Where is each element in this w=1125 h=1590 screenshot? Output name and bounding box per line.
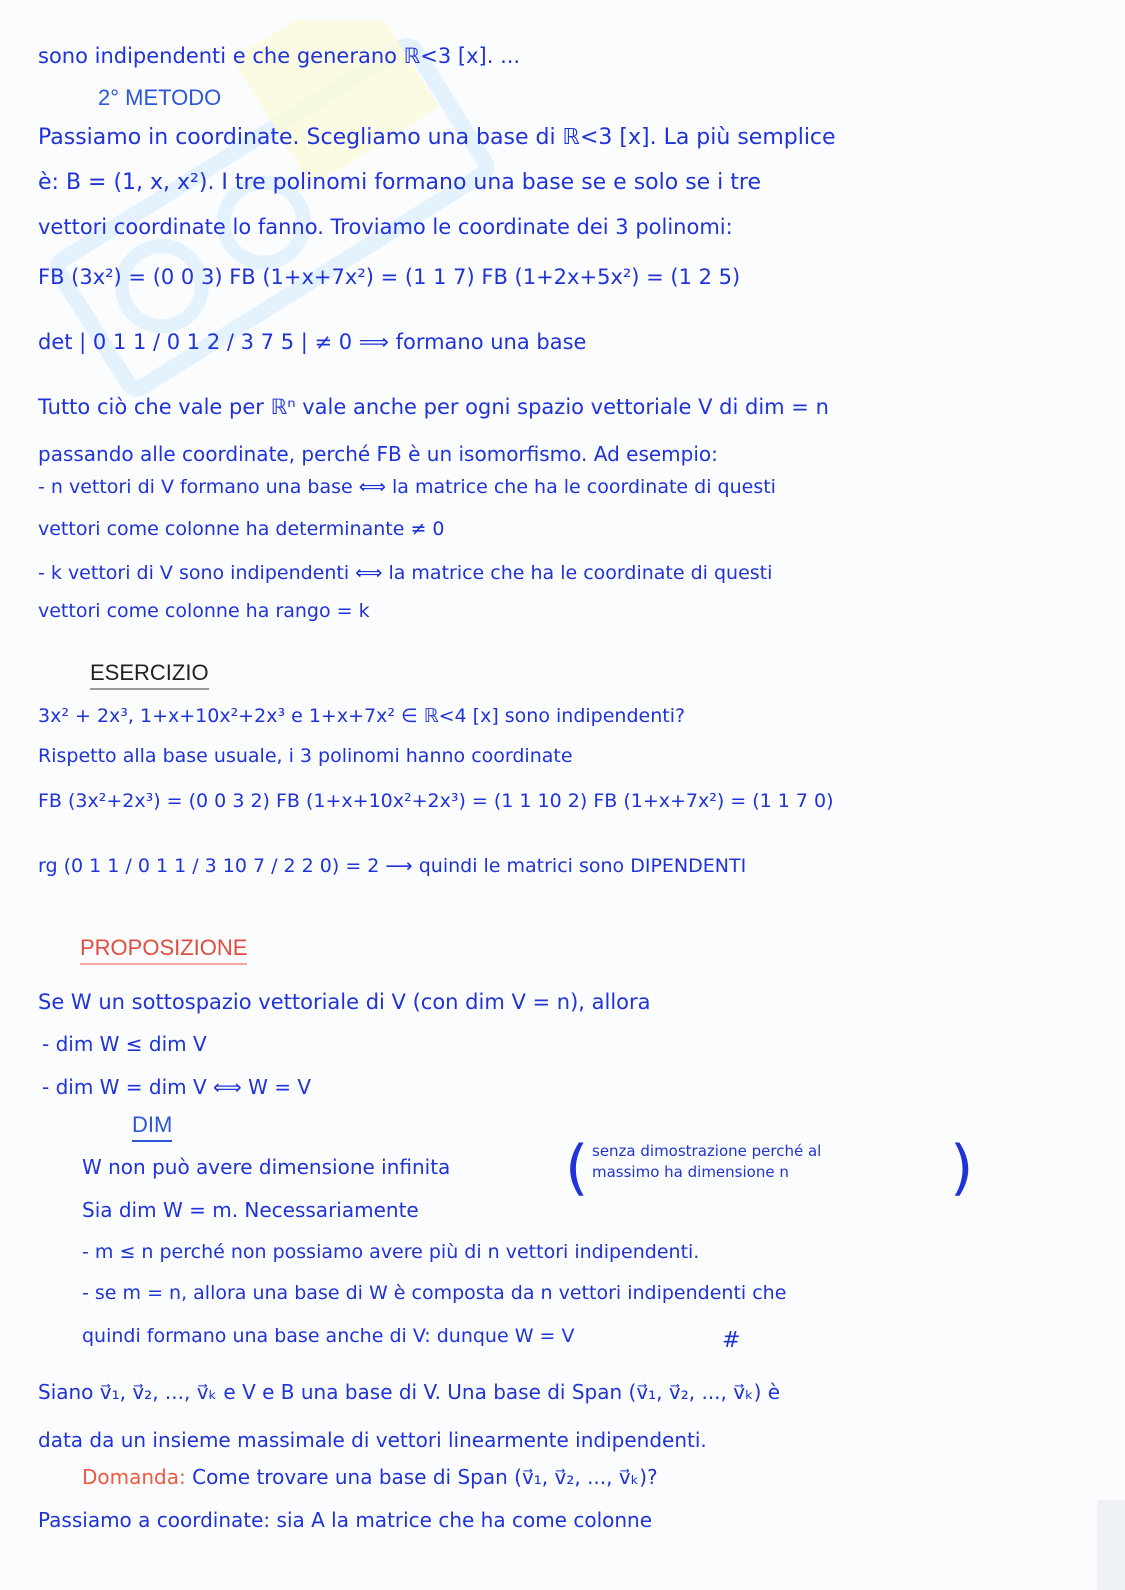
line-1: sono indipendenti e che generano ℝ<3 [x]. ... bbox=[38, 44, 521, 68]
line-27: - se m = n, allora una base di W è composta da n vettori indipendenti che bbox=[82, 1282, 787, 1304]
line-4: è: B = (1, x, x²). I tre polinomi formano una base se e solo se i tre bbox=[38, 170, 762, 195]
question-label: Domanda: bbox=[82, 1465, 186, 1489]
line-29: Siano v⃗₁, v⃗₂, ..., v⃗ₖ e V e B una base di V. Una base di Span (v⃗₁, v⃗₂, ..., v⃗ₖ) è bbox=[38, 1380, 781, 1404]
line-25: Sia dim W = m. Necessariamente bbox=[82, 1198, 419, 1222]
line-11: vettori come colonne ha determinante ≠ 0 bbox=[38, 518, 445, 540]
line-31 bbox=[82, 1465, 658, 1489]
line-13: vettori come colonne ha rango = k bbox=[38, 600, 370, 622]
line-32: Passiamo a coordinate: sia A la matrice che ha come colonne bbox=[38, 1508, 653, 1532]
line-20: Se W un sottospazio vettoriale di V (con dim V = n), allora bbox=[38, 990, 651, 1014]
page-corner bbox=[1097, 1500, 1125, 1590]
line-3: Passiamo in coordinate. Scegliamo una base di ℝ<3 [x]. La più semplice bbox=[38, 125, 836, 150]
line-6-coordinates: FB (3x²) = (0 0 3) FB (1+x+7x²) = (1 1 7) FB (1+2x+5x²) = (1 2 5) bbox=[38, 265, 741, 289]
line-10: - n vettori di V formano una base ⟺ la matrice che ha le coordinate di questi bbox=[38, 476, 776, 498]
line-12: - k vettori di V sono indipendenti ⟺ la matrice che ha le coordinate di questi bbox=[38, 562, 773, 584]
line-24: W non può avere dimensione infinita bbox=[82, 1155, 451, 1179]
line-9: passando alle coordinate, perché FB è un isomorfismo. Ad esempio: bbox=[38, 442, 718, 466]
line-26: - m ≤ n perché non possiamo avere più di n vettori indipendenti. bbox=[82, 1241, 700, 1263]
line-22: - dim W = dim V ⟺ W = V bbox=[42, 1075, 312, 1099]
heading-2-metodo: 2° METODO bbox=[98, 85, 222, 110]
line-30: data da un insieme massimale di vettori linearmente indipendenti. bbox=[38, 1428, 707, 1452]
line-17-coordinates: FB (3x²+2x³) = (0 0 3 2) FB (1+x+10x²+2x³) = (1 1 10 2) FB (1+x+7x²) = (1 1 7 0) bbox=[38, 790, 834, 812]
end-of-proof-mark: # bbox=[722, 1328, 741, 1353]
note-paren-open: ( bbox=[565, 1133, 589, 1203]
line-18-rank: rg (0 1 1 / 0 1 1 / 3 10 7 / 2 2 0) = 2 ⟶ quindi le matrici sono DIPENDENTI bbox=[38, 855, 747, 877]
note-paren-close: ) bbox=[950, 1133, 974, 1203]
heading-dim: DIM bbox=[132, 1112, 172, 1142]
question-text: Come trovare una base di Span (v⃗₁, v⃗₂, ..., v⃗ₖ)? bbox=[185, 1465, 658, 1489]
line-16: Rispetto alla base usuale, i 3 polinomi hanno coordinate bbox=[38, 745, 573, 767]
note-line-1: senza dimostrazione perché al bbox=[592, 1142, 822, 1160]
line-8: Tutto ciò che vale per ℝⁿ vale anche per ogni spazio vettoriale V di dim = n bbox=[38, 395, 829, 419]
line-28: quindi formano una base anche di V: dunque W = V bbox=[82, 1325, 575, 1347]
heading-proposizione: PROPOSIZIONE bbox=[80, 935, 247, 965]
line-7-determinant: det | 0 1 1 / 0 1 2 / 3 7 5 | ≠ 0 ⟹ formano una base bbox=[38, 330, 587, 354]
line-21: - dim W ≤ dim V bbox=[42, 1032, 207, 1056]
heading-esercizio: ESERCIZIO bbox=[90, 660, 209, 690]
note-line-2: massimo ha dimensione n bbox=[592, 1163, 789, 1181]
line-5: vettori coordinate lo fanno. Troviamo le coordinate dei 3 polinomi: bbox=[38, 215, 733, 239]
line-15: 3x² + 2x³, 1+x+10x²+2x³ e 1+x+7x² ∈ ℝ<4 [x] sono indipendenti? bbox=[38, 705, 686, 727]
